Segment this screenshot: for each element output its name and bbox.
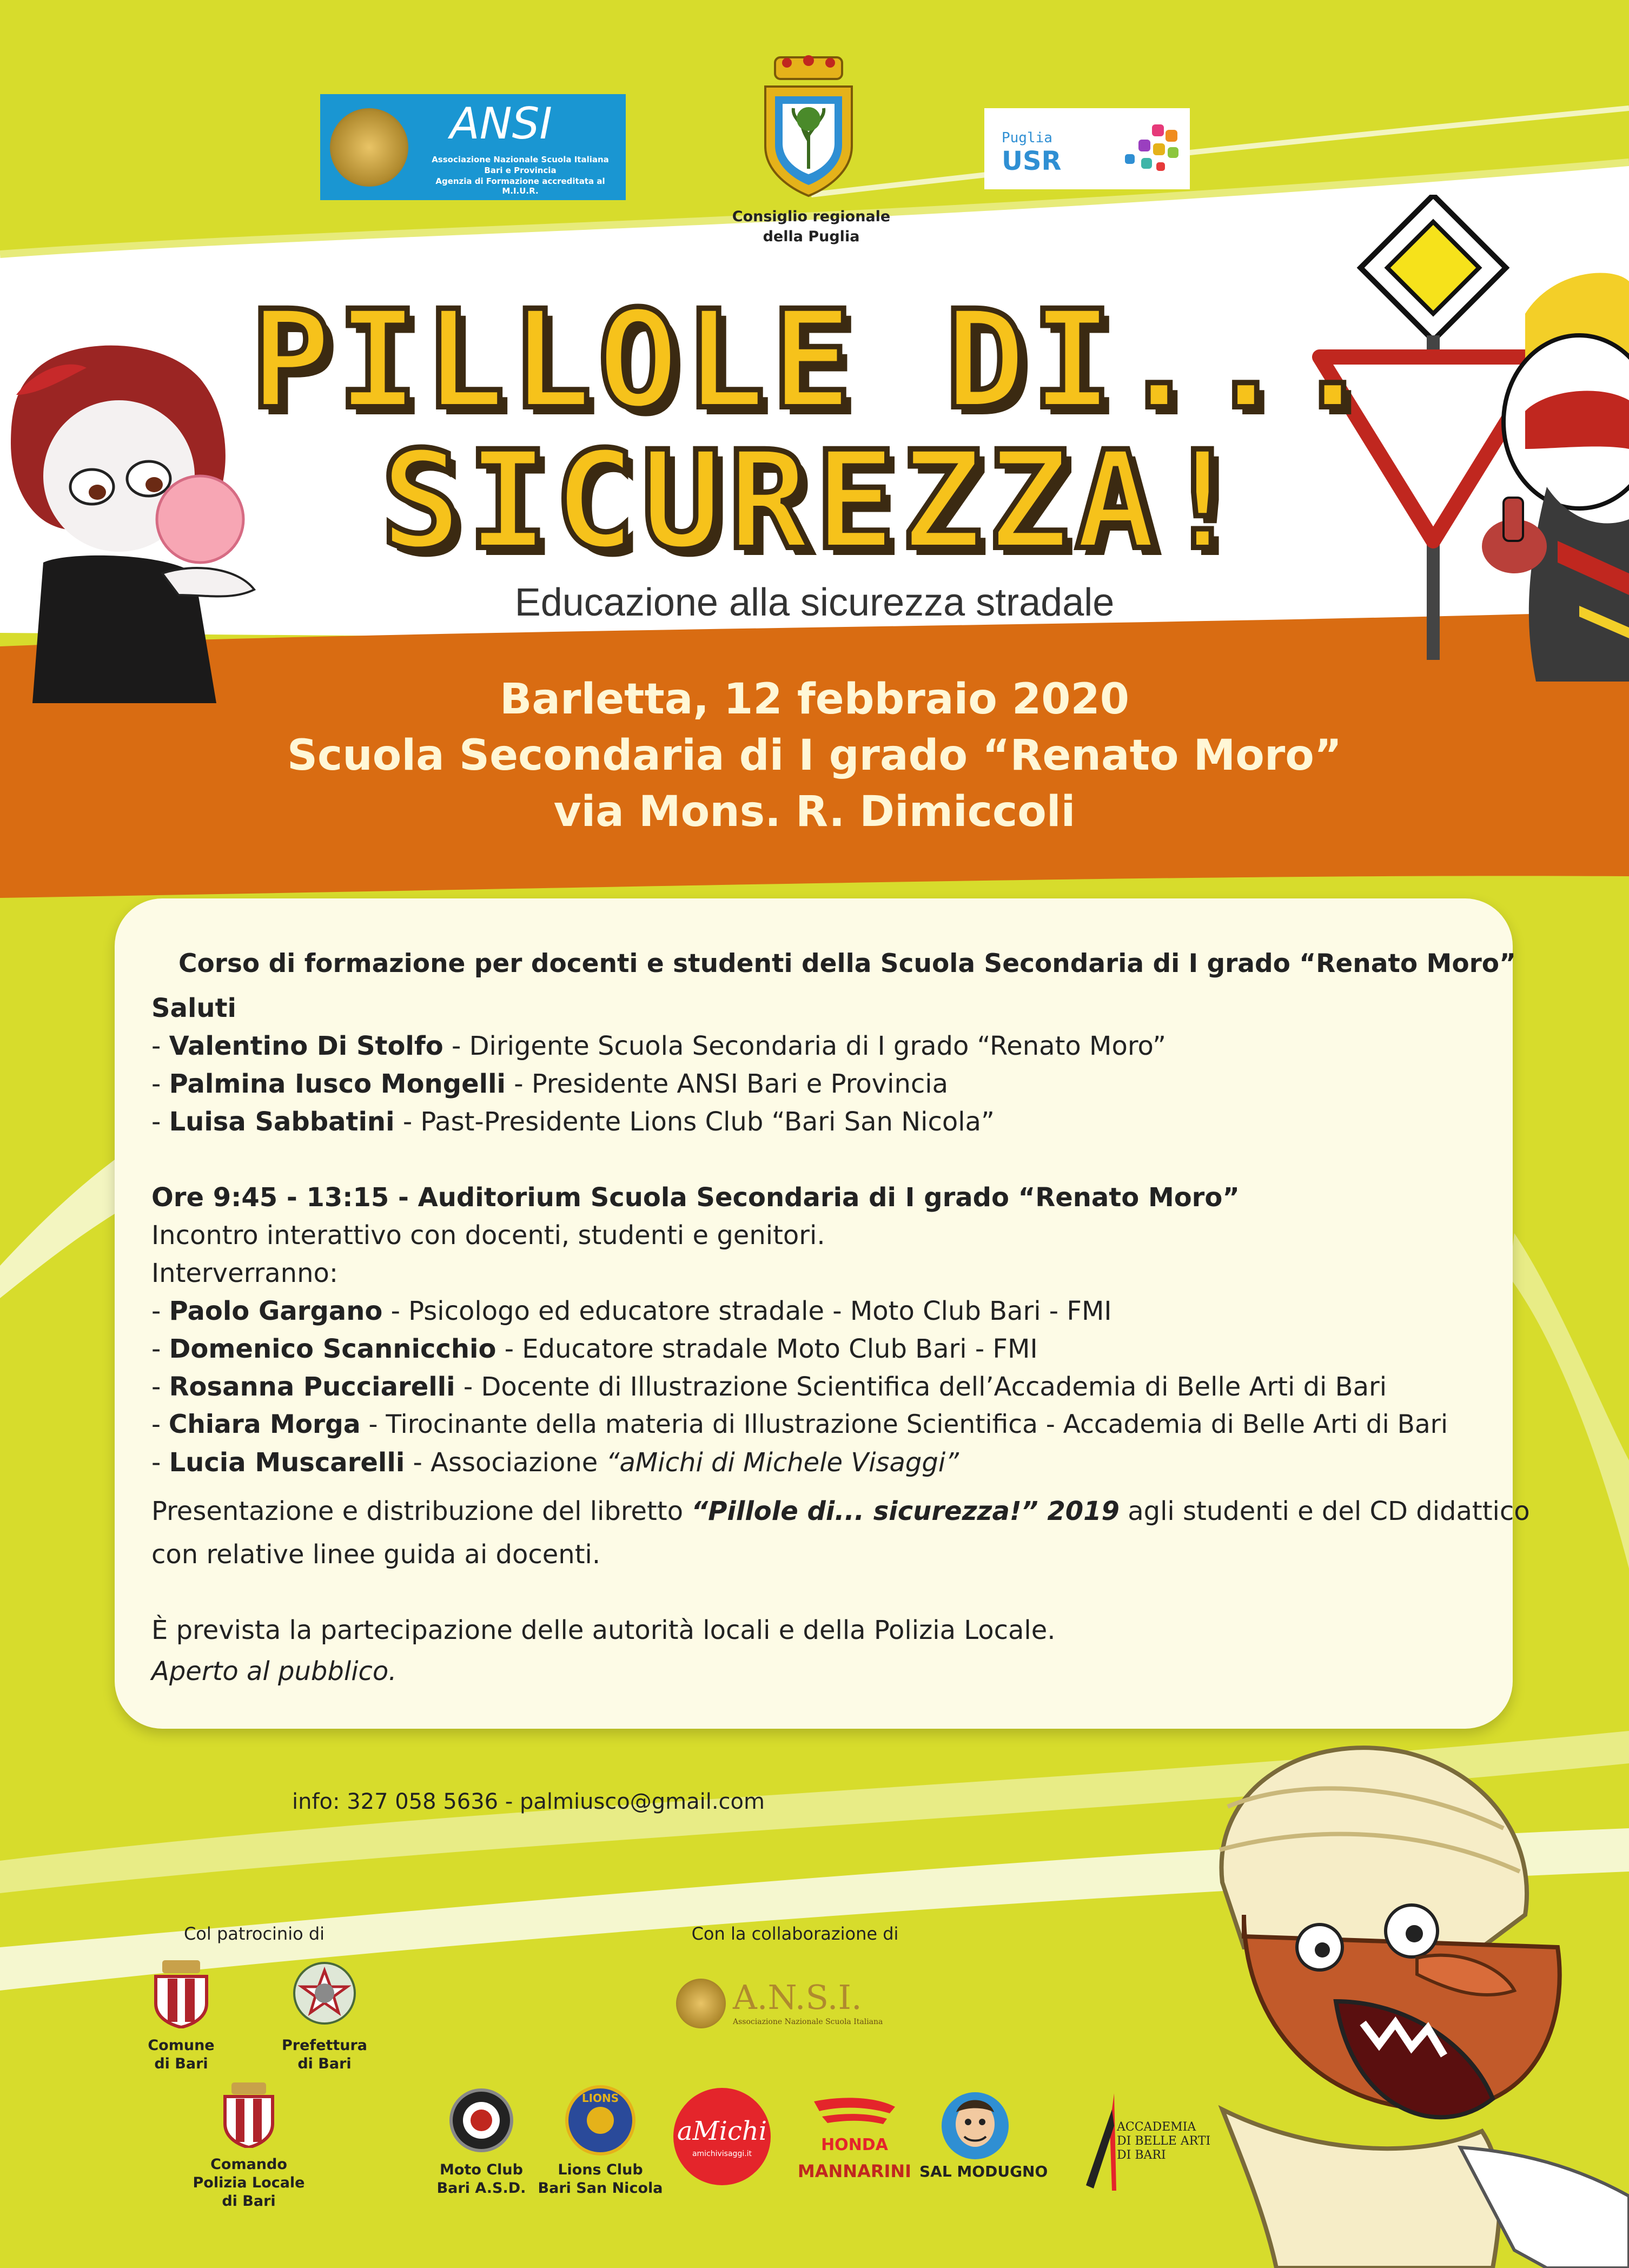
session-desc: Incontro interattivo con docenti, studenti e genitori. xyxy=(151,1220,825,1251)
polizia-line3: di Bari xyxy=(222,2193,276,2210)
comune-line2: di Bari xyxy=(154,2055,208,2072)
consiglio-line2: della Puglia xyxy=(763,228,860,245)
lions-logo xyxy=(565,2085,635,2155)
program-heading: Corso di formazione per docenti e studenti della Scuola Secondaria di I grado “Renato Moro” xyxy=(178,949,1516,978)
ansi-collab-name: A.N.S.I. xyxy=(733,1978,862,2017)
greetings-title: Saluti xyxy=(151,993,236,1023)
ansi-logo-line2: Bari e Provincia xyxy=(484,166,557,175)
comune-line1: Comune xyxy=(148,2037,215,2054)
contact-info: info: 327 058 5636 - palmiusco@gmail.com xyxy=(292,1789,765,1814)
ansi-logo-name: ANSI xyxy=(450,98,552,149)
accademia-line3: DI BARI xyxy=(1117,2148,1166,2162)
speaker-item: - Rosanna Pucciarelli - Docente di Illustrazione Scientifica dell’Accademia di Belle Arti di Bari xyxy=(151,1372,1387,1402)
accademia-logo-icon xyxy=(1082,2093,1120,2191)
accademia-line1: ACCADEMIA xyxy=(1117,2120,1196,2134)
usr-puglia-logo xyxy=(984,108,1190,189)
consiglio-line1: Consiglio regionale xyxy=(732,208,891,225)
amichi-name: aMichi xyxy=(677,2116,767,2146)
lions-badge-text: LIONS xyxy=(581,2092,619,2105)
sal-modugno-avatar-icon xyxy=(940,2091,1010,2161)
ansi-logo-line1: Associazione Nazionale Scuola Italiana xyxy=(432,155,609,164)
event-date-place: Barletta, 12 febbraio 2020 xyxy=(499,675,1130,724)
title-line2: SICUREZZA! xyxy=(380,422,1249,579)
honda-wing-icon xyxy=(809,2096,900,2134)
ansi-collab-sub: Associazione Nazionale Scuola Italiana xyxy=(733,2018,883,2026)
prefettura-line2: di Bari xyxy=(297,2055,352,2072)
ansi-logo-line3: Agenzia di Formazione accreditata al M.I.U.R. xyxy=(435,176,605,196)
puglia-crest-icon xyxy=(760,54,857,197)
speaker-item: - Domenico Scannicchio - Educatore stradale Moto Club Bari - FMI xyxy=(151,1334,1038,1364)
title-line1: PILLOLE DI... xyxy=(250,281,1379,439)
lions-line2: Bari San Nicola xyxy=(538,2180,663,2197)
patronage-title: Col patrocinio di xyxy=(183,1923,325,1944)
ansi-logo xyxy=(320,94,626,200)
usr-dots-icon xyxy=(1101,124,1182,178)
amichi-sub: amichivisaggi.it xyxy=(692,2150,752,2158)
shouting-man-cartoon-icon xyxy=(1157,1720,1629,2268)
event-school: Scuola Secondaria di I grado “Renato Moro” xyxy=(287,731,1342,780)
accademia-line2: DI BELLE ARTI xyxy=(1117,2134,1211,2148)
speakers-intro: Interverranno: xyxy=(151,1258,339,1288)
speaker-item: - Chiara Morga - Tirocinante della materia di Illustrazione Scientifica - Accademia di Belle Arti di Bari xyxy=(151,1410,1448,1439)
greeting-item: - Luisa Sabbatini - Past-Presidente Lions Club “Bari San Nicola” xyxy=(151,1107,995,1137)
ansi-collab-seal-icon xyxy=(676,1979,726,2028)
comune-bari-crest-icon xyxy=(151,1958,211,2028)
moto-club-logo-icon xyxy=(449,2088,514,2153)
lions-line1: Lions Club xyxy=(558,2161,643,2178)
lions-l-icon xyxy=(587,2107,614,2134)
ansi-seal-icon xyxy=(330,108,408,187)
usr-logo-line1: Puglia xyxy=(1002,130,1052,146)
motoclub-line1: Moto Club xyxy=(440,2161,523,2178)
greeting-item: - Valentino Di Stolfo - Dirigente Scuola Secondaria di I grado “Renato Moro” xyxy=(151,1031,1167,1061)
amichi-logo xyxy=(673,2088,771,2185)
honda-dealer: MANNARINI xyxy=(797,2161,912,2181)
authorities-note: È prevista la partecipazione delle autorità locali e della Polizia Locale. xyxy=(151,1615,1056,1645)
presentation-line2: con relative linee guida ai docenti. xyxy=(151,1539,601,1570)
collab-title: Con la collaborazione di xyxy=(691,1923,899,1944)
ansi-collab-logo xyxy=(676,1974,892,2034)
subtitle: Educazione alla sicurezza stradale xyxy=(514,581,1115,624)
sal-modugno-label: SAL MODUGNO xyxy=(919,2163,1048,2180)
session-title: Ore 9:45 - 13:15 - Auditorium Scuola Secondaria di I grado “Renato Moro” xyxy=(151,1182,1240,1213)
usr-logo-line2: USR xyxy=(1002,146,1062,176)
motoclub-line2: Bari A.S.D. xyxy=(436,2180,526,2197)
polizia-line1: Comando xyxy=(210,2156,287,2173)
open-note: Aperto al pubblico. xyxy=(151,1656,397,1687)
event-address: via Mons. R. Dimiccoli xyxy=(553,788,1076,836)
presentation-line1: Presentazione e distribuzione del libretto “Pillole di... sicurezza!” 2019 agli studenti e del CD didattico xyxy=(151,1496,1530,1526)
speaker-item: - Paolo Gargano - Psicologo ed educatore stradale - Moto Club Bari - FMI xyxy=(151,1296,1112,1326)
honda-brand: HONDA xyxy=(821,2135,888,2154)
speaker-item: - Lucia Muscarelli - Associazione “aMichi di Michele Visaggi” xyxy=(151,1447,959,1478)
polizia-locale-crest-icon xyxy=(222,2080,276,2148)
prefettura-emblem-icon xyxy=(292,1961,357,2026)
polizia-line2: Polizia Locale xyxy=(193,2174,305,2191)
greeting-item: - Palmina Iusco Mongelli - Presidente ANSI Bari e Provincia xyxy=(151,1069,949,1099)
prefettura-line1: Prefettura xyxy=(281,2037,368,2054)
